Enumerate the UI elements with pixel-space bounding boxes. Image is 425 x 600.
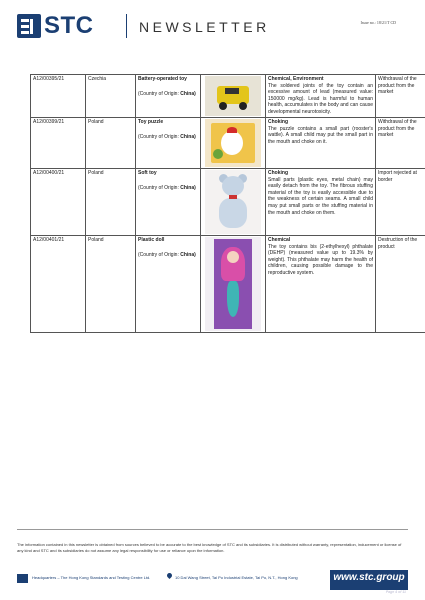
- country-cell: Poland: [86, 236, 136, 333]
- header-divider: [126, 14, 127, 38]
- origin-label: (Country of Origin:: [138, 133, 179, 140]
- origin-label: (Country of Origin:: [138, 90, 179, 97]
- country-cell: Poland: [86, 118, 136, 169]
- photo-cell: [201, 75, 266, 118]
- risk-cell: [266, 118, 376, 169]
- risk-text: The puzzle contains a small part (rooster's wattle). A small child may put the small part in the mouth and choke on it.: [268, 125, 373, 145]
- website-link[interactable]: [330, 570, 408, 594]
- table-row: [31, 169, 425, 236]
- risk-cell: [266, 169, 376, 236]
- mermaid-doll-photo: [205, 237, 261, 331]
- ref-cell: A12/00401/21: [31, 236, 86, 333]
- country-of-origin: [138, 91, 198, 98]
- risk-title: Choking: [268, 170, 288, 176]
- disclaimer: The information contained in this newsletter is obtained from sources believed to be accurate to the best knowledge of STC and its subsidiaries. It is distributed without warranty, representation, inducement or license of any kind and STC and its subsidiaries do not assume any legal responsibility for use or reliance upon the information.: [17, 542, 402, 553]
- risk-title: Chemical: [268, 237, 291, 243]
- building-icon: [17, 574, 28, 583]
- country-of-origin: [138, 252, 198, 259]
- origin-value: China): [180, 251, 196, 258]
- ref-cell: A12/00395/21: [31, 75, 86, 118]
- risk-cell: [266, 236, 376, 333]
- table-row: [31, 75, 425, 118]
- photo-cell: [201, 118, 266, 169]
- risk-text: Small parts (plastic eyes, metal chain) may easily detach from the toy. The fibrous stuffing material of the toy is easily accessible due to the weakness of certain seams. A small child may put small parts or the stuffing material in the mouth and choke on them.: [268, 176, 373, 216]
- product-name: Plastic doll: [138, 237, 165, 243]
- measure-cell: Destruction of the product: [376, 236, 425, 333]
- country-of-origin: [138, 185, 198, 192]
- address-text: 10 Dai Wang Street, Tai Po Industrial Estate, Tai Po, N.T., Hong Kong: [175, 575, 298, 580]
- product-name: Soft toy: [138, 170, 157, 176]
- photo-cell: [201, 169, 266, 236]
- risk-text: The soldered joints of the toy contain an excessive amount of lead (measured value: 150000 mg/kg). Lead is harmful to human health, accumulates in the body and can cause developmental neurotoxicity.: [268, 82, 373, 115]
- risk-text: The toy contains bis (2-ethylhexyl) phthalate (DEHP) (measured value up to 19.3% by weight). This phthalate may harm the health of children, causing possible damage to the reproductive system.: [268, 243, 373, 276]
- page-number: Page 4 of 11: [385, 590, 406, 594]
- ref-cell: A12/00400/21: [31, 169, 86, 236]
- footer-bar: [17, 570, 408, 594]
- origin-value: China): [180, 184, 196, 191]
- issue-number: Issue no.: 18/21/T CD: [360, 20, 396, 25]
- origin-label: (Country of Origin:: [138, 184, 179, 191]
- country-cell: Poland: [86, 169, 136, 236]
- table-row: [31, 236, 425, 333]
- risk-title: Choking: [268, 119, 288, 125]
- photo-cell: [201, 236, 266, 333]
- product-cell: [136, 75, 201, 118]
- measure-cell: Withdrawal of the product from the market: [376, 118, 425, 169]
- headquarters-text: Headquarters – The Hong Kong Standards and Testing Centre Ltd.: [32, 575, 151, 580]
- puzzle-photo: [205, 119, 261, 167]
- recall-table: [30, 74, 425, 333]
- header: [0, 0, 425, 50]
- ref-cell: A12/00399/21: [31, 118, 86, 169]
- newsletter-title: NEWSLETTER: [139, 19, 270, 35]
- logo-text: STC: [44, 12, 94, 39]
- stc-logo-icon: [17, 14, 41, 38]
- measure-cell: Withdrawal of the product from the market: [376, 75, 425, 118]
- table-row: [31, 118, 425, 169]
- location-pin-icon: [166, 572, 173, 579]
- teddy-bear-photo: [205, 170, 261, 234]
- origin-value: China): [180, 133, 196, 140]
- product-name: Battery-operated toy: [138, 76, 187, 82]
- risk-cell: [266, 75, 376, 118]
- product-cell: [136, 169, 201, 236]
- toy-car-photo: [205, 76, 261, 116]
- footer-divider: [17, 529, 408, 530]
- measure-cell: Import rejected at border: [376, 169, 425, 236]
- origin-value: China): [180, 90, 196, 97]
- origin-label: (Country of Origin:: [138, 251, 179, 258]
- country-of-origin: [138, 134, 198, 141]
- website-url: www.stc.group: [333, 572, 405, 583]
- country-cell: Czechia: [86, 75, 136, 118]
- product-name: Toy puzzle: [138, 119, 164, 125]
- stc-logo: [17, 14, 94, 38]
- risk-title: Chemical, Environment: [268, 76, 324, 82]
- product-cell: [136, 118, 201, 169]
- product-cell: [136, 236, 201, 333]
